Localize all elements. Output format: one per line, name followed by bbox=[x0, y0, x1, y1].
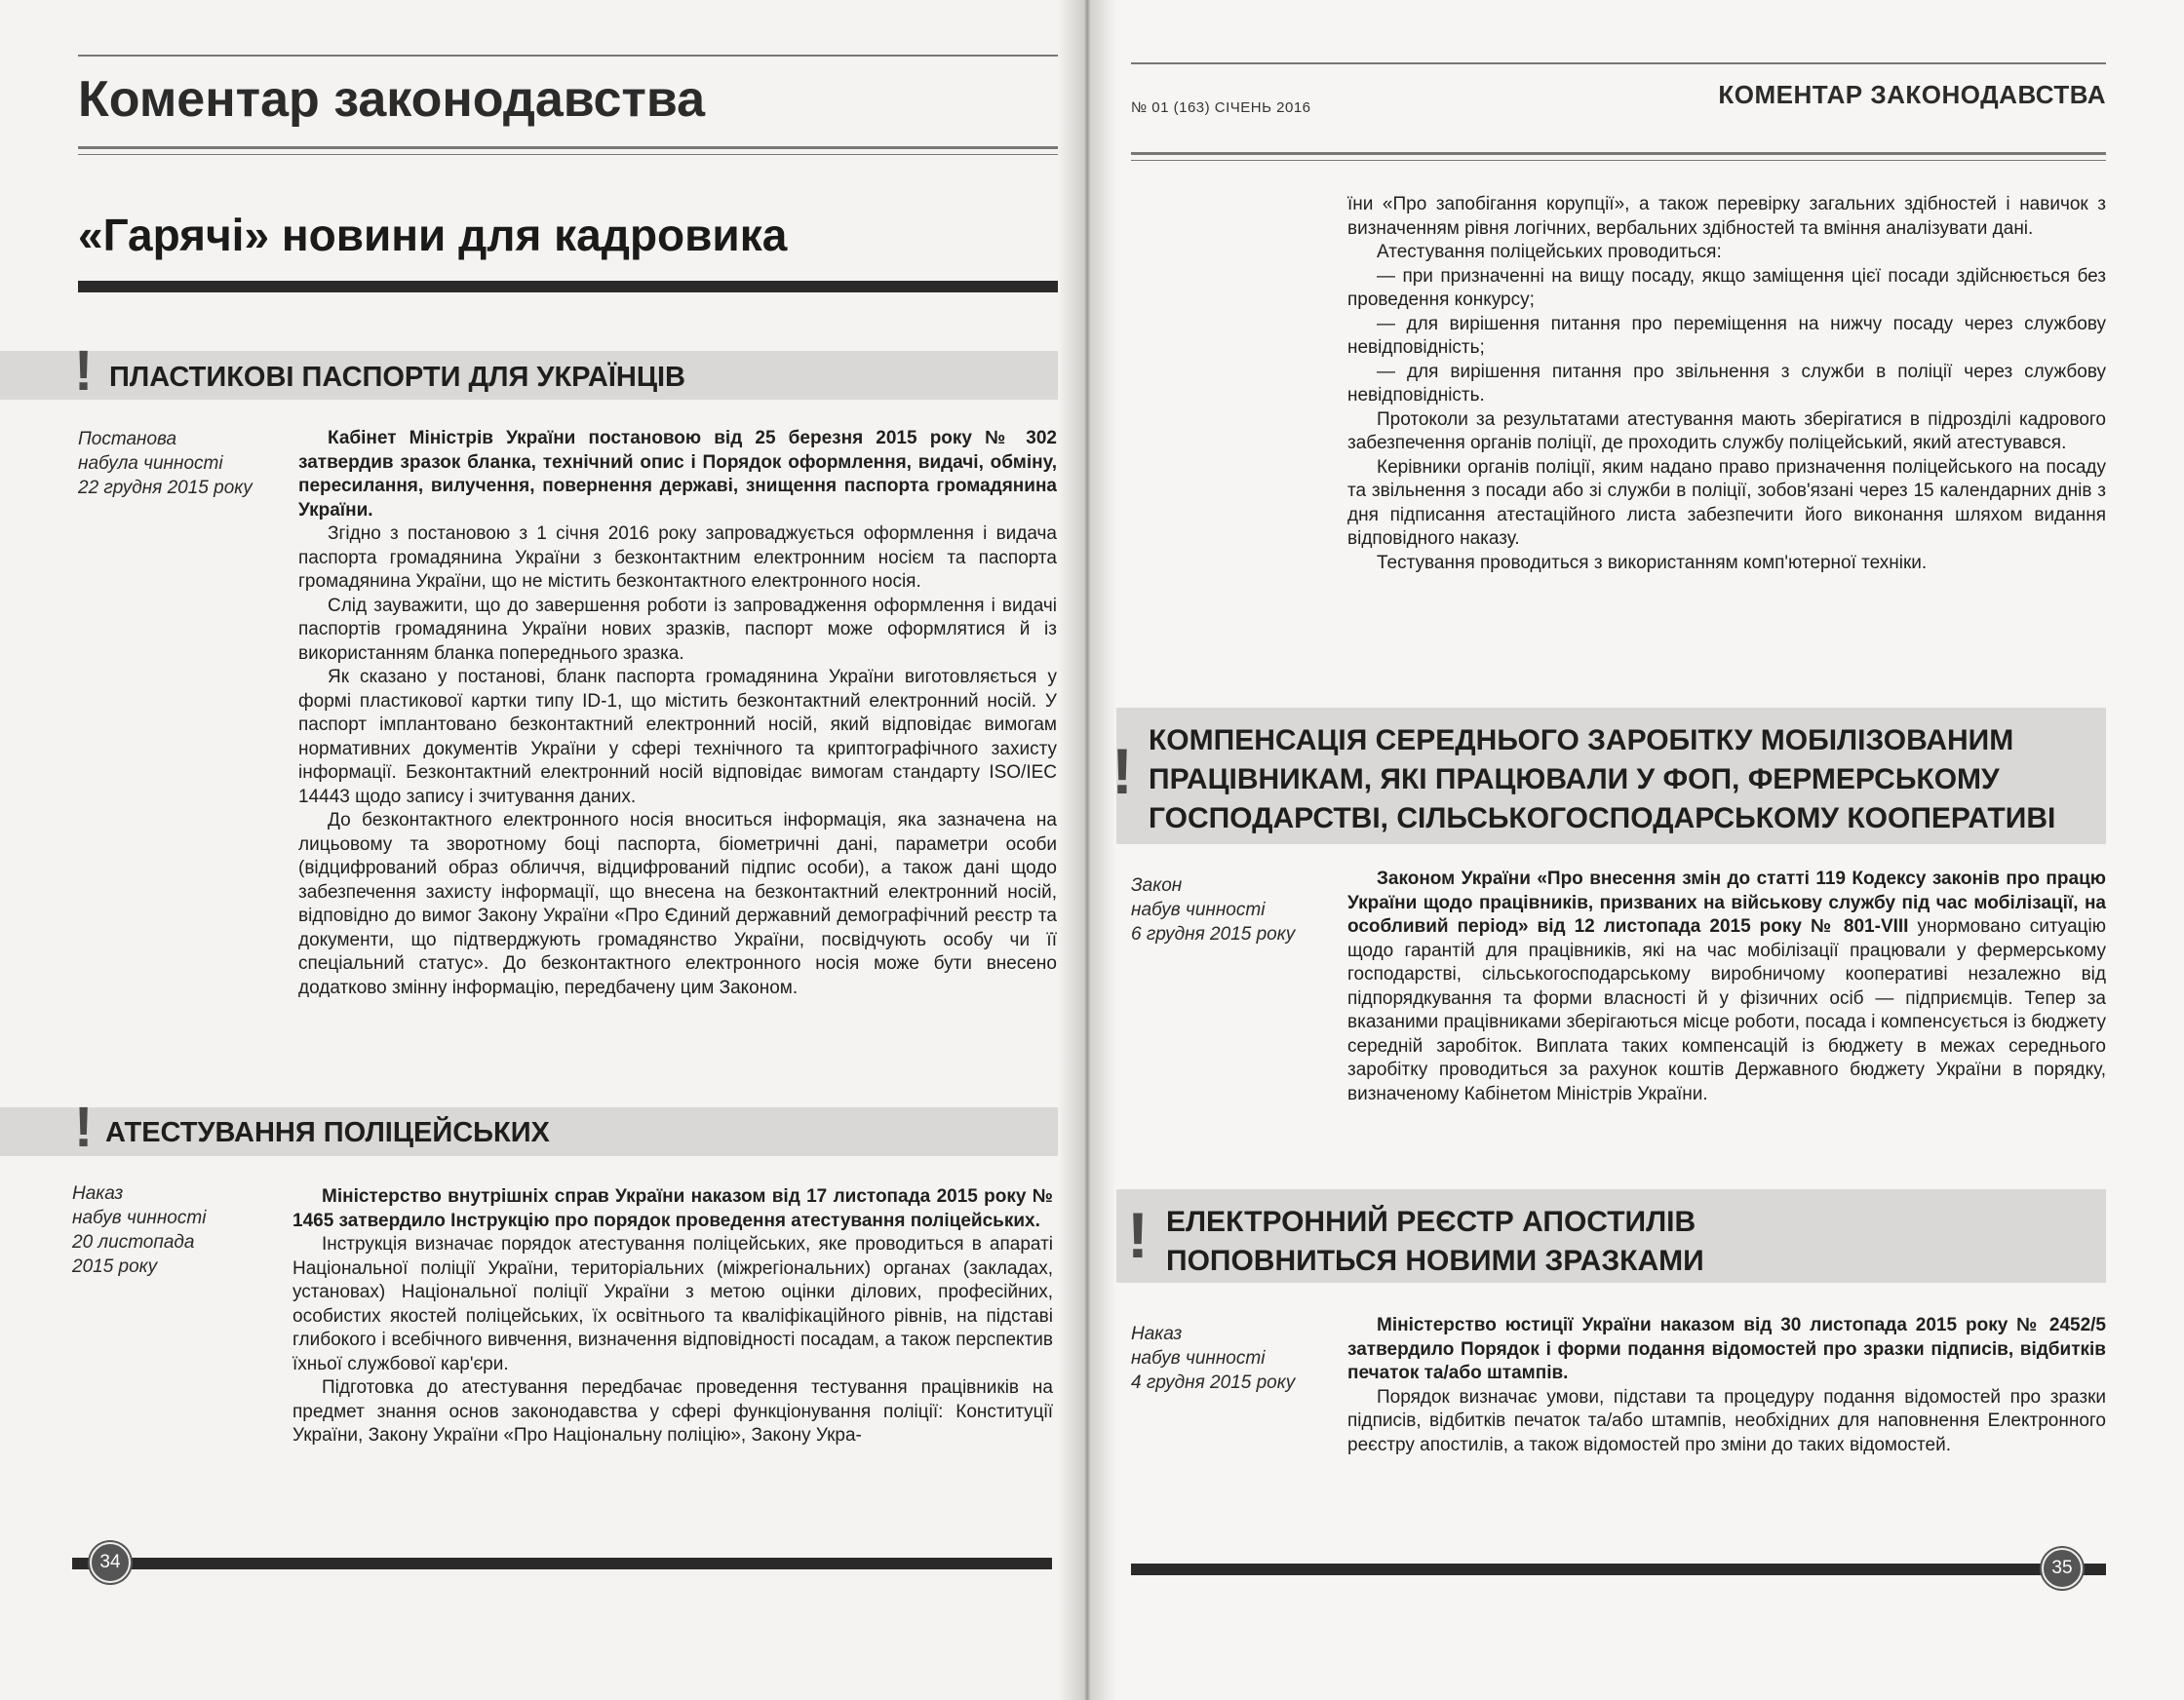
exclamation-icon: ! bbox=[1112, 735, 1133, 807]
meta-date: 4 грудня 2015 року bbox=[1131, 1372, 1296, 1393]
article-paragraph: Інструкція визначає порядок атестування поліцейських, яке проводиться в апараті Національної поліції України, територіальних (міжрегіональних) органах (закладах, установах) Національної поліції України з метою оцінки ділових, професійних, особистих якостей поліцейських, їх освітнього та кваліфікаційного рівнів, на підставі глибокого і всебічного вивчення, визначення відповідності посадам, а також перспектив їхньої службової кар'єри. bbox=[292, 1234, 1053, 1374]
issue-label: № 01 (163) СІЧЕНЬ 2016 bbox=[1131, 99, 1311, 116]
section-title-compensation bbox=[1149, 721, 2055, 838]
title-line: ЕЛЕКТРОННИЙ РЕЄСТР АПОСТИЛІВ bbox=[1166, 1206, 1696, 1238]
article-paragraph: — при призначенні на вищу посаду, якщо заміщення цієї посади здійснюється без проведення конкурсу; bbox=[1347, 265, 2106, 310]
article-lead-tail: унормовано ситуацію щодо гарантій для працівників, які на час мобілізації працювали у фермерському господарстві, сільськогосподарському виробничому кооперативі незалежно від підпорядкування та форми власності й у фізичних осіб — підприємців. Тепер за вказаними працівниками зберігаються місце роботи, посада і компенсується із бюджету середній заробіток. Виплата таких компенсацій із бюджету в межах середнього заробітку проводиться за рахунок коштів Державного бюджету України в порядку, визначеному Кабінетом Міністрів України. bbox=[1347, 916, 2107, 1104]
page-title: Коментар законодавства bbox=[78, 71, 706, 128]
meta-date: 6 грудня 2015 року bbox=[1131, 924, 1296, 945]
article-paragraph: Порядок визначає умови, підстави та процедуру подання відомостей про зразки підписів, відбитків печаток та/або штампів, необхідних для наповнення Електронного реєстру апостилів, а також відомостей про зміни до таких відомостей. bbox=[1347, 1386, 2106, 1455]
article-paragraph: Протоколи за результатами атестування мають зберігатися в підрозділі кадрового забезпечення органів поліції, де проходить службу поліцейський, який атестувався. bbox=[1347, 408, 2106, 453]
meta-status: набув чинності bbox=[72, 1208, 207, 1228]
article-compensation bbox=[1347, 868, 2106, 1106]
header-rule-bottom-2 bbox=[78, 154, 1058, 155]
article-lead: Міністерство юстиції України наказом від 30 листопада 2015 року № 2452/5 затвердило Порядок і форми подання відомостей про зразки підписів, відбитків печаток та/або штампів. bbox=[1347, 1315, 2106, 1383]
page-number: 34 bbox=[90, 1542, 131, 1583]
title-line: ПОПОВНИТЬСЯ НОВИМИ ЗРАЗКАМИ bbox=[1166, 1245, 1704, 1277]
exclamation-icon: ! bbox=[1127, 1199, 1149, 1271]
meta-status: набув чинності bbox=[1131, 1348, 1266, 1369]
header-rule-bottom-2 bbox=[1131, 160, 2106, 161]
meta-date: 20 листопада bbox=[72, 1232, 195, 1253]
article-lead: Міністерство внутрішніх справ України наказом від 17 листопада 2015 року № 1465 затвердило Інструкцію про порядок проведення атестування поліцейських. bbox=[292, 1186, 1053, 1231]
article-paragraph: Підготовка до атестування передбачає проведення тестування працівників на предмет знання основ законодавства у сфері функціонування поліції: Конституції України, Закону України «Про Національну поліцію», Закону Укра- bbox=[292, 1377, 1053, 1446]
section-meta bbox=[1131, 873, 1295, 947]
section-title-passports: ПЛАСТИКОВІ ПАСПОРТИ ДЛЯ УКРАЇНЦІВ bbox=[109, 362, 686, 393]
article-paragraph: їни «Про запобігання корупції», а також перевірку загальних здібностей і навичок з визначенням рівня логічних, вербальних здібностей та вміння аналізувати дані. bbox=[1347, 194, 2106, 239]
article-paragraph: Атестування поліцейських проводиться: bbox=[1377, 242, 1722, 262]
article-police bbox=[292, 1185, 1053, 1449]
exclamation-icon: ! bbox=[74, 1096, 94, 1159]
meta-doc-type: Наказ bbox=[1131, 1324, 1183, 1344]
header-rule-top bbox=[1131, 62, 2106, 64]
article-police-continued bbox=[1347, 193, 2106, 575]
title-line: ПРАЦІВНИКАМ, ЯКІ ПРАЦЮВАЛИ У ФОП, ФЕРМЕРСЬКОМУ bbox=[1149, 763, 2000, 795]
article-paragraph: Тестування проводиться з використанням комп'ютерної техніки. bbox=[1377, 552, 1928, 573]
article-apostille bbox=[1347, 1314, 2106, 1457]
header-rule-top bbox=[78, 55, 1058, 57]
article-lead: Законом України «Про внесення змін до статті 119 Кодексу законів про працю України щодо працівників, призваних на військову службу під час мобілізації, на особливий період» від 12 листопада 2015 року № 801-VIII bbox=[1347, 869, 2106, 937]
meta-year: 2015 року bbox=[72, 1256, 158, 1277]
title-line: ГОСПОДАРСТВІ, СІЛЬСЬКОГОСПОДАРСЬКОМУ КООПЕРАТИВІ bbox=[1149, 802, 2056, 834]
article-paragraph: До безконтактного електронного носія вноситься інформація, яка зазначена на лицьовому та зворотному боці паспорта, біометричні дані, параметри особи (відцифрований образ обличчя, відцифрований підпис особи), а також дані щодо забезпечення захисту інформації, що внесена на безконтактний електронний носій, відповідно до вимог Закону України «Про Єдиний державний демографічний реєстр та документи, що підтверджують громадянство України, посвідчують особу чи її спеціальний статус». До безконтактного електронного носія може бути внесено додатково змінну інформацію, передбачену цим Законом. bbox=[298, 810, 1057, 998]
article-paragraph: Слід зауважити, що до завершення роботи із запровадження оформлення і видачі паспортів громадянина України нових зразків, паспорт може оформлятися й із використанням бланка попереднього зразка. bbox=[298, 595, 1057, 664]
page-title: КОМЕНТАР ЗАКОНОДАВСТВА bbox=[1718, 80, 2106, 109]
title-line: КОМПЕНСАЦІЯ СЕРЕДНЬОГО ЗАРОБІТКУ МОБІЛІЗОВАНИМ bbox=[1149, 724, 2014, 756]
article-paragraph bbox=[1347, 868, 2106, 1106]
header-rule-bottom bbox=[1131, 152, 2106, 155]
heading-underline bbox=[78, 281, 1058, 292]
exclamation-icon: ! bbox=[74, 339, 94, 403]
section-meta bbox=[1131, 1322, 1295, 1395]
article-paragraph: Як сказано у постанові, бланк паспорта громадянина України виготовляється у формі пластикової картки типу ID-1, що містить безконтактний електронний носій. У паспорт імплантовано безконтактний електронний носій, який відповідає вимогам нормативних документів України у сфері технічного та криптографічного захисту інформації. Безконтактний електронний носій відповідає вимогам стандарту ISO/IEC 14443 щодо запису і зчитування даних. bbox=[298, 667, 1057, 807]
section-meta bbox=[72, 1181, 206, 1279]
article-lead: Кабінет Міністрів України постановою від 25 березня 2015 року № 302 затвердив зразок бланка, технічний опис і Порядок оформлення, видачі, обміну, пересилання, вилучення, повернення державі, знищення паспорта громадянина України. bbox=[298, 428, 1057, 521]
article-paragraph: — для вирішення питання про переміщення на нижчу посаду через службову невідповідність; bbox=[1347, 313, 2106, 358]
article-paragraph: — для вирішення питання про звільнення з служби в поліції через службову невідповідність. bbox=[1347, 361, 2106, 406]
meta-doc-type: Закон bbox=[1131, 875, 1183, 896]
meta-status: набув чинності bbox=[1131, 900, 1266, 920]
article-passports bbox=[298, 427, 1057, 1000]
meta-doc-type: Наказ bbox=[72, 1183, 124, 1204]
section-title-apostille bbox=[1166, 1203, 1704, 1281]
section-title-police: АТЕСТУВАННЯ ПОЛІЦЕЙСЬКИХ bbox=[105, 1117, 550, 1148]
page-number: 35 bbox=[2042, 1548, 2083, 1589]
section-heading: «Гарячі» новини для кадровика bbox=[78, 210, 788, 260]
footer-rule bbox=[72, 1558, 1052, 1569]
footer-rule bbox=[1131, 1564, 2106, 1575]
header-rule-bottom bbox=[78, 146, 1058, 149]
meta-date: 22 грудня 2015 року bbox=[78, 478, 253, 498]
section-meta bbox=[78, 427, 253, 500]
meta-status: набула чинності bbox=[78, 453, 223, 474]
article-paragraph: Згідно з постановою з 1 січня 2016 року запроваджується оформлення і видача паспорта громадянина України з безконтактним електронним носієм та паспорта громадянина України, що не містить безконтактного електронного носія. bbox=[298, 523, 1057, 592]
page-gutter bbox=[1058, 0, 1116, 1700]
meta-doc-type: Постанова bbox=[78, 429, 177, 449]
article-paragraph: Керівники органів поліції, яким надано право призначення поліцейського на посаду та звільнення з посади або зі служби в поліції, зобов'язані через 15 календарних днів з дня підписання атестаційного листа забезпечити його виконання шляхом видання відповідного наказу. bbox=[1347, 456, 2106, 549]
